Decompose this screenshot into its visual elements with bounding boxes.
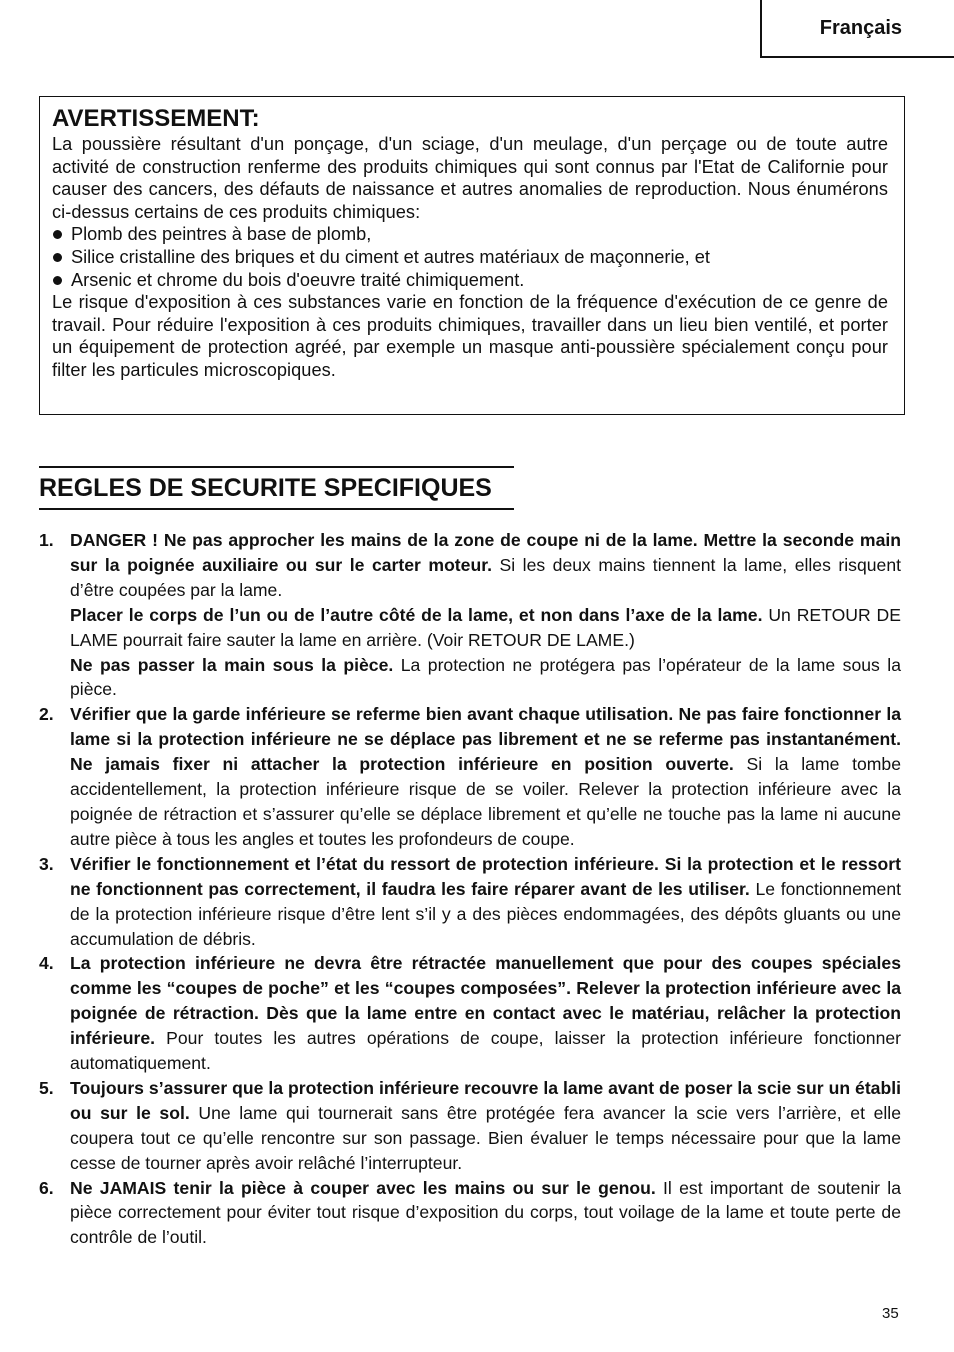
- rule-3: [39, 852, 901, 952]
- rule-number: 2.: [39, 704, 54, 725]
- rule-number: 1.: [39, 530, 54, 550]
- list-item: Plomb des peintres à base de plomb,: [52, 223, 888, 246]
- rule-paragraph: Vérifier que la garde inférieure se referme bien avant chaque utilisation. Ne pas faire fonctionner la lame si la protection inférieure ne se déplace pas librement et ne se referme pas instantanément. Ne jamais fixer ni attacher la protection inférieure en position ouverte. Si la lame tombe accidentellement, la protection inférieure risque de se voiler. Relever la protection inférieure avec la poignée de rétraction et s’assurer qu’elle se déplace librement et qu’elle ne touche pas la lame ni aucune autre pièce à tous les angles et toutes les profondeurs de coupe.: [70, 704, 901, 849]
- rule-5: [39, 1076, 901, 1176]
- warning-intro: La poussière résultant d'un ponçage, d'un sciage, d'un meulage, d'un perçage ou de toute autre activité de construction renferme des produits chimiques qui sont connus par l'Etat de Californie pour causer des cancers, des défauts de naissance et autres anomalies de reproduction. Nous énumérons ci-dessus certains de ces produits chimiques:: [52, 134, 888, 222]
- rule-paragraph: La protection inférieure ne devra être rétractée manuellement que pour des coupes spéciales comme les “coupes de poche” et les “coupes composées”. Relever la protection inférieure avec la poignée de rétraction. Dès que la lame entre en contact avec le matériau, relâcher la protection inférieure. Pour toutes les autres opérations de coupe, laisser la protection inférieure fonctionner automatiquement.: [70, 953, 901, 1074]
- safety-rules-list: [39, 528, 901, 1250]
- rule-number: 3.: [39, 853, 54, 874]
- bullet-icon: [53, 253, 62, 262]
- bullet-icon: [53, 276, 62, 285]
- rule-number: 5.: [39, 1077, 54, 1098]
- rule-6: [39, 1176, 901, 1251]
- list-item: Arsenic et chrome du bois d'oeuvre traité chimiquement.: [52, 269, 888, 292]
- rule-paragraph: Ne JAMAIS tenir la pièce à couper avec les mains ou sur le genou. Il est important de soutenir la pièce correctement pour éviter tout risque d’exposition du corps, tout voilage de la lame et toute perte de contrôle de l’outil.: [70, 1177, 901, 1248]
- rule-number: 4.: [39, 953, 54, 974]
- page-number: 35: [882, 1305, 899, 1322]
- warning-outro: Le risque d'exposition à ces substances varie en fonction de la fréquence d'exécution de ce genre de travail. Pour réduire l'exposition à ces produits chimiques, travailler dans un lieu bien ventilé, et porter un équipement de protection agréé, par exemple un masque anti-poussière spécialement conçu pour filter les particules microscopiques.: [52, 292, 888, 380]
- rule-paragraph: Toujours s’assurer que la protection inférieure recouvre la lame avant de poser la scie sur un établi ou sur le sol. Une lame qui tournerait sans être protégée fera avancer la scie vers l’arrière, et elle coupera tout ce qu’elle rencontre sur son passage. Bien évaluer le temps nécessaire pour que la lame cesse de tourner après avoir relâché l’interrupteur.: [70, 1077, 901, 1173]
- warning-title: AVERTISSEMENT:: [52, 105, 260, 132]
- rule-paragraph: Placer le corps de l’un ou de l’autre côté de la lame, et non dans l’axe de la lame. Un RETOUR DE LAME pourrait faire sauter la lame en arrière. (Voir RETOUR DE LAME.): [70, 604, 901, 650]
- rule-1: [39, 528, 901, 702]
- rule-4: [39, 951, 901, 1076]
- section-title: REGLES DE SECURITE SPECIFIQUES: [39, 466, 514, 510]
- rule-number: 6.: [39, 1177, 54, 1198]
- warning-list: [52, 223, 888, 291]
- list-item: Silice cristalline des briques et du ciment et autres matériaux de maçonnerie, et: [52, 246, 888, 269]
- rule-paragraph: DANGER ! Ne pas approcher les mains de la zone de coupe ni de la lame. Mettre la seconde main sur la poignée auxiliaire ou sur le carter moteur. Si les deux mains tiennent la lame, elles risquent d’être coupées par la lame.: [70, 530, 901, 600]
- rule-paragraph: Ne pas passer la main sous la pièce. La protection ne protégera pas l’opérateur de la lame sous la pièce.: [70, 654, 901, 700]
- bullet-icon: [53, 230, 62, 239]
- language-label: Français: [819, 16, 902, 39]
- warning-box: [39, 96, 905, 415]
- rule-2: [39, 702, 901, 851]
- rule-paragraph: Vérifier le fonctionnement et l’état du ressort de protection inférieure. Si la protection et le ressort ne fonctionnent pas correctement, il faudra les faire réparer avant de les utiliser. Le fonctionnement de la protection inférieure risque d’être lent s’il y a des pièces endommagées, des dépôts gluants ou une accumulation de débris.: [70, 853, 901, 949]
- language-tab: [760, 0, 954, 58]
